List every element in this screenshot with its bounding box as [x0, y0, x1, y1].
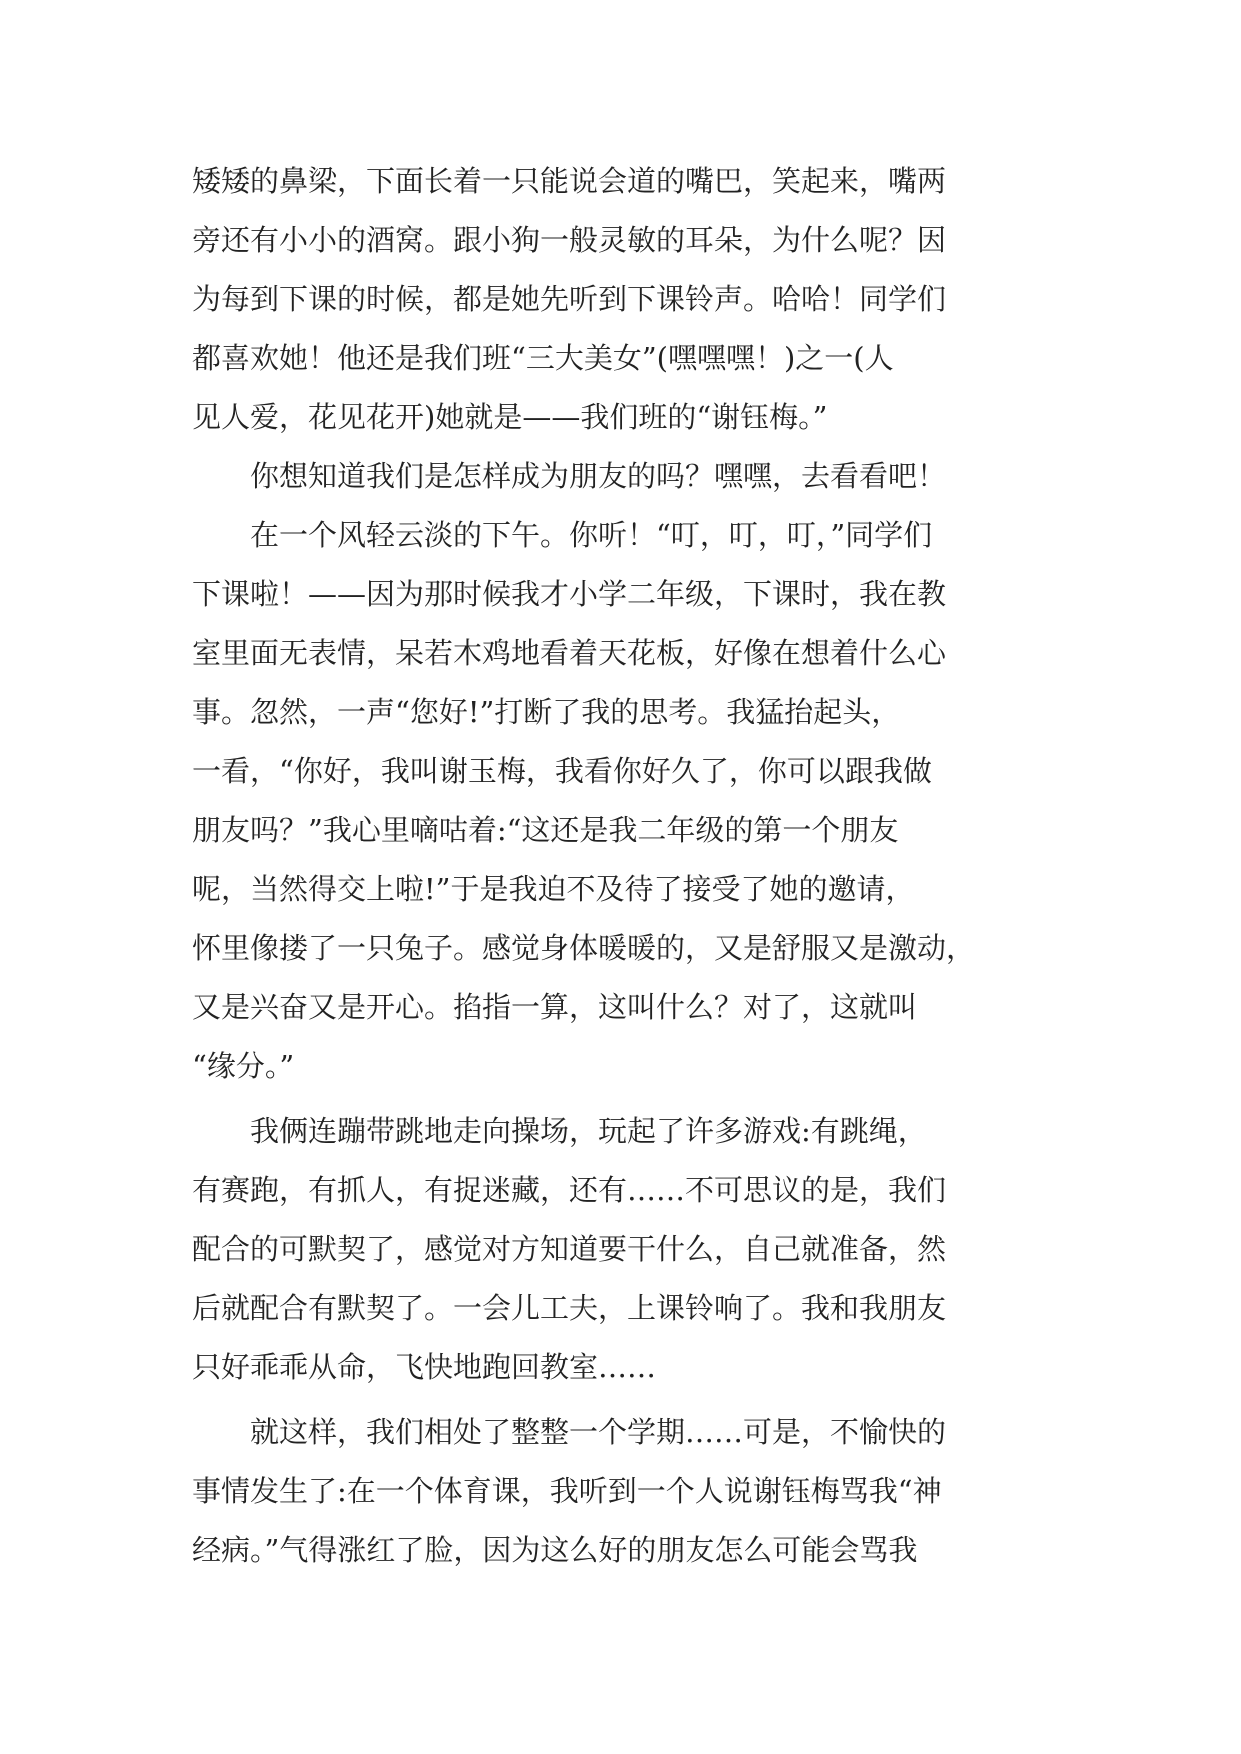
text-line: 为每到下课的时候，都是她先听到下课铃声。哈哈！同学们 — [192, 282, 947, 316]
text-line: 都喜欢她！他还是我们班“三大美女”(嘿嘿嘿！)之一(人 — [192, 341, 894, 375]
essay-body — [192, 152, 1042, 1580]
paragraph-5 — [192, 1403, 1042, 1580]
text-line: 朋友吗？”我心里嘀咕着:“这还是我二年级的第一个朋友 — [192, 813, 899, 847]
text-line: 矮矮的鼻梁，下面长着一只能说会道的嘴巴，笑起来，嘴两 — [192, 164, 947, 198]
text-line: 见人爱，花见花开)她就是——我们班的“谢钰梅。” — [192, 400, 828, 434]
text-line: 事情发生了:在一个体育课，我听到一个人说谢钰梅骂我“神 — [192, 1474, 942, 1508]
text-line: 事。忽然，一声“您好!”打断了我的思考。我猛抬起头， — [192, 695, 901, 729]
text-line: 经病。”气得涨红了脸，因为这么好的朋友怎么可能会骂我 — [192, 1533, 918, 1567]
text-line: 有赛跑，有抓人，有捉迷藏，还有……不可思议的是，我们 — [192, 1173, 947, 1207]
text-line: 一看，“你好，我叫谢玉梅，我看你好久了，你可以跟我做 — [192, 754, 932, 788]
paragraph-2 — [192, 447, 1042, 506]
paragraph-1 — [192, 152, 1042, 447]
text-line: 在一个风轻云淡的下午。你听！“叮，叮，叮，”同学们 — [192, 518, 933, 552]
text-line: 又是兴奋又是开心。掐指一算，这叫什么？对了，这就叫 — [192, 990, 918, 1024]
paragraph-4 — [192, 1102, 1042, 1397]
text-line: 旁还有小小的酒窝。跟小狗一般灵敏的耳朵，为什么呢？因 — [192, 223, 947, 257]
text-line: 我俩连蹦带跳地走向操场，玩起了许多游戏:有跳绳， — [192, 1114, 927, 1148]
text-line: 呢，当然得交上啦!”于是我迫不及待了接受了她的邀请， — [192, 872, 915, 906]
text-line: 怀里像搂了一只兔子。感觉身体暖暖的，又是舒服又是激动， — [192, 931, 976, 965]
text-line: 就这样，我们相处了整整一个学期……可是，不愉快的 — [192, 1415, 947, 1449]
text-line: 你想知道我们是怎样成为朋友的吗？嘿嘿，去看看吧！ — [192, 459, 947, 493]
text-line: 室里面无表情，呆若木鸡地看着天花板，好像在想着什么心 — [192, 636, 947, 670]
text-line: 配合的可默契了，感觉对方知道要干什么，自己就准备，然 — [192, 1232, 947, 1266]
paragraph-3 — [192, 506, 1042, 1096]
text-line: 只好乖乖从命，飞快地跑回教室…… — [192, 1350, 657, 1384]
text-line: “缘分。” — [192, 1049, 295, 1083]
text-line: 下课啦！——因为那时候我才小学二年级，下课时，我在教 — [192, 577, 947, 611]
text-line: 后就配合有默契了。一会儿工夫，上课铃响了。我和我朋友 — [192, 1291, 947, 1325]
